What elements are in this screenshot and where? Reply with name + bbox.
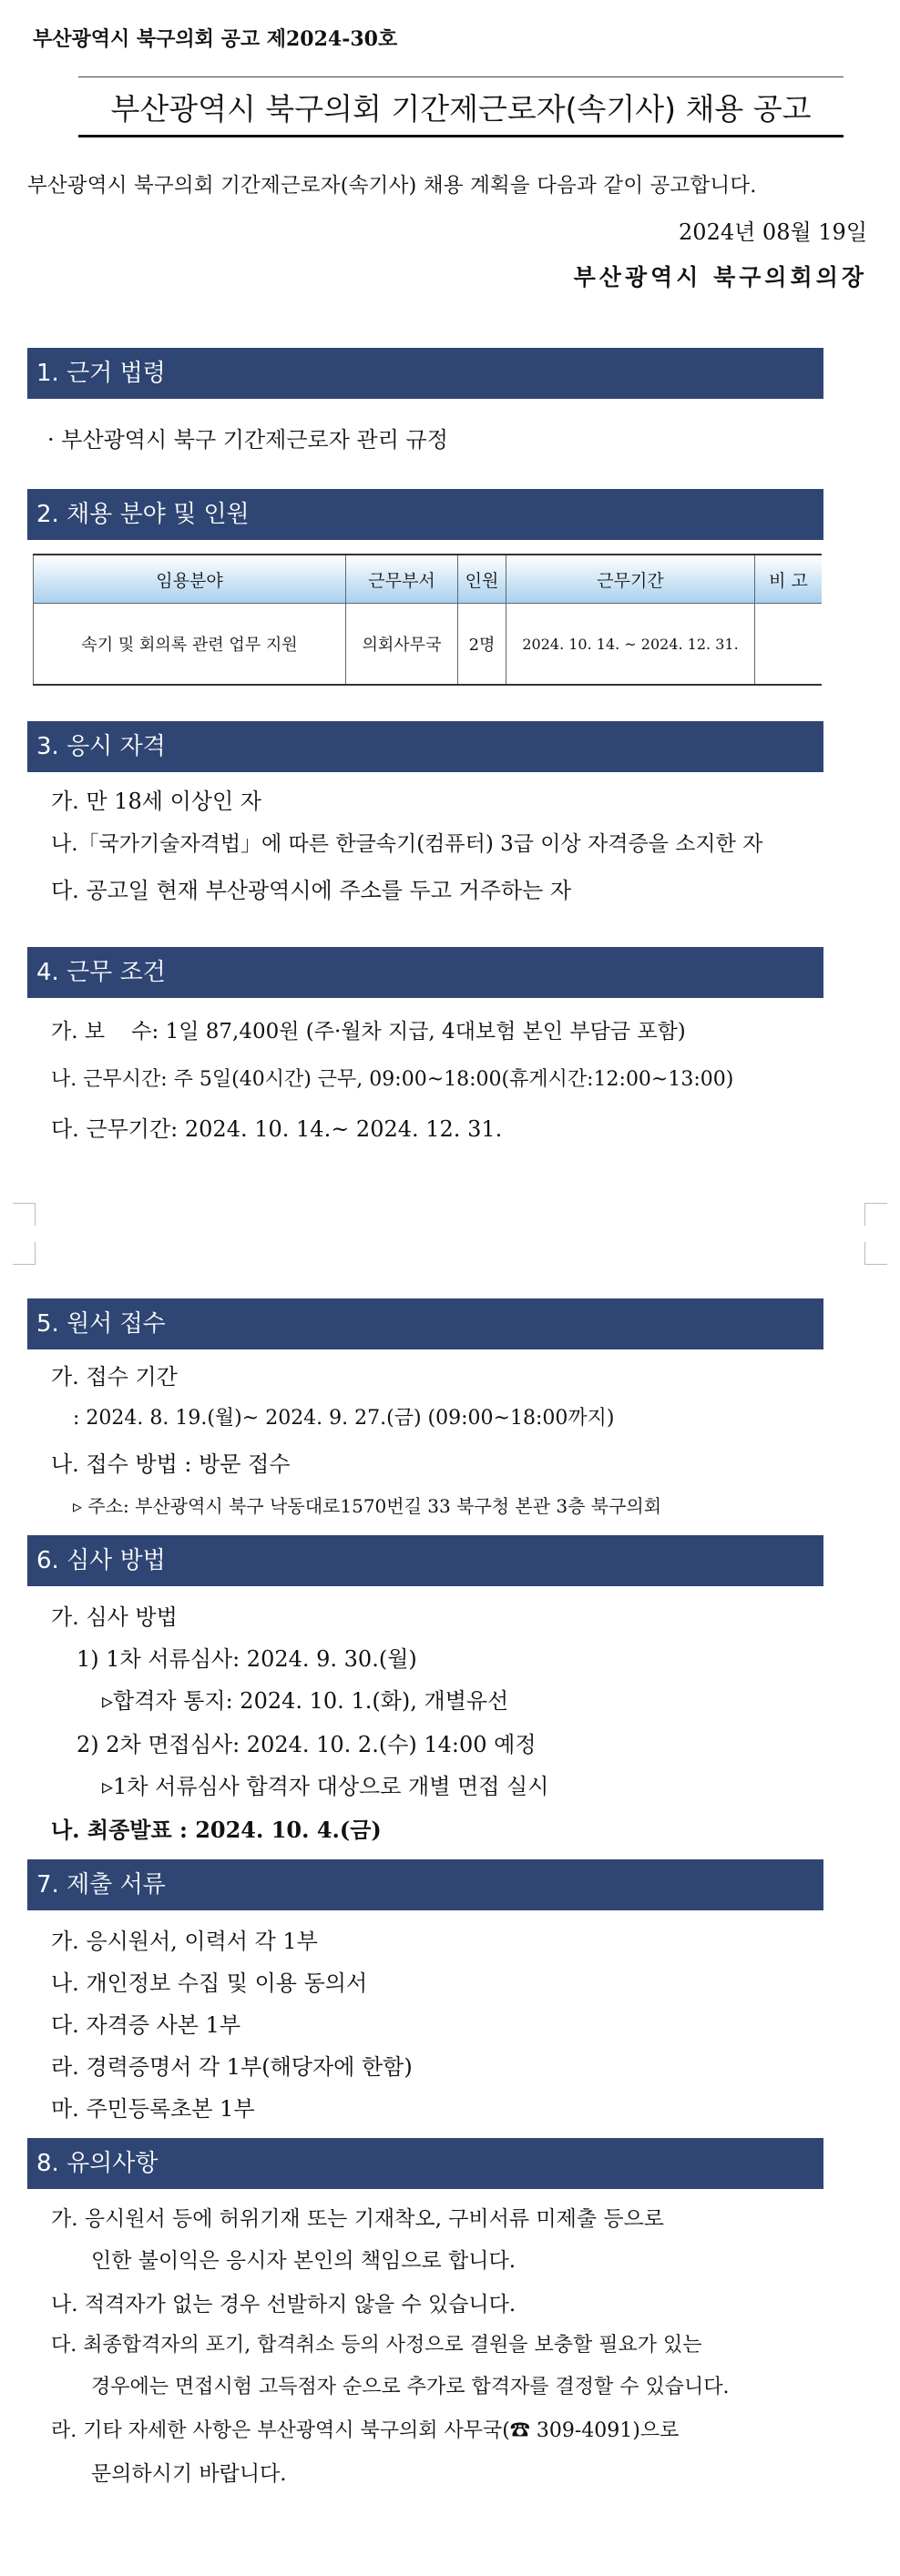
page-corner-mark [864,1203,887,1226]
table-cell-headcount: 2명 [458,604,506,686]
section-4-item: 나. 근무시간: 주 5일(40시간) 근무, 09:00~18:00(휴게시간:12:00~13:00) [51,1068,734,1091]
section-6-item: 가. 심사 방법 [51,1604,178,1630]
issuer-signature: 부산광역시 북구의회의장 [573,264,867,290]
table-cell-period: 2024. 10. 14. ~ 2024. 12. 31. [506,604,755,686]
section-3-header: 3. 응시 자격 [27,721,823,772]
title-rule-top [78,76,844,77]
section-5-item: ▹ 주소: 부산광역시 북구 낙동대로1570번길 33 북구청 본관 3층 북구의회 [73,1495,662,1517]
section-1-header: 1. 근거 법령 [27,348,823,399]
section-6-item: 2) 2차 면접심사: 2024. 10. 2.(수) 14:00 예정 [77,1732,537,1757]
section-3-item: 다. 공고일 현재 부산광역시에 주소를 두고 거주하는 자 [51,878,572,903]
section-8-item: 나. 적격자가 없는 경우 선발하지 않을 수 있습니다. [51,2293,516,2316]
section-8-item: 다. 최종합격자의 포기, 합격취소 등의 사정으로 결원을 보충할 필요가 있는 [51,2334,702,2357]
table-cell-field: 속기 및 회의록 관련 업무 지원 [34,604,346,686]
section-4-header: 4. 근무 조건 [27,947,823,998]
section-7-item: 나. 개인정보 수집 및 이용 동의서 [51,1970,368,1996]
section-7-item: 라. 경력증명서 각 1부(해당자에 한함) [51,2054,413,2080]
notice-date: 2024년 08월 19일 [679,219,867,245]
section-8-item: 인한 불이익은 응시자 본인의 책임으로 합니다. [91,2249,516,2273]
document-page-1 [0,0,900,1229]
section-8-item: 가. 응시원서 등에 허위기재 또는 기재착오, 구비서류 미제출 등으로 [51,2207,664,2231]
section-5-item: : 2024. 8. 19.(월)~ 2024. 9. 27.(금) (09:00~18:00까지) [73,1407,615,1430]
section-8-header: 8. 유의사항 [27,2138,823,2189]
table-header-headcount: 인원 [458,555,506,604]
section-5-header: 5. 원서 접수 [27,1298,823,1349]
section-3-item: 나.「국가기술자격법」에 따른 한글속기(컴퓨터) 3급 이상 자격증을 소지한 자 [51,832,763,856]
document-title: 부산광역시 북구의회 기간제근로자(속기사) 채용 공고 [110,91,812,127]
page-corner-mark [13,1242,36,1265]
section-7-header: 7. 제출 서류 [27,1859,823,1910]
intro-text: 부산광역시 북구의회 기간제근로자(속기사) 채용 계획을 다음과 같이 공고합니다. [27,174,757,198]
section-8-item: 문의하시기 바랍니다. [91,2462,287,2486]
table-header-period: 근무기간 [506,555,755,604]
table-header-department: 근무부서 [346,555,458,604]
table-row [34,604,823,686]
section-6-item: ▹합격자 통지: 2024. 10. 1.(화), 개별유선 [102,1688,509,1714]
section-5-item: 가. 접수 기간 [51,1364,178,1390]
page-corner-mark [864,1242,887,1265]
section-6-item: ▹1차 서류심사 합격자 대상으로 개별 면접 실시 [102,1774,549,1799]
section-3-item: 가. 만 18세 이상인 자 [51,789,261,814]
table-header-row [34,555,823,604]
section-7-item: 가. 응시원서, 이력서 각 1부 [51,1929,318,1954]
notice-number: 부산광역시 북구의회 공고 제2024-30호 [33,27,398,51]
section-2-header: 2. 채용 분야 및 인원 [27,489,823,540]
table-cell-department: 의회사무국 [346,604,458,686]
page-corner-mark [13,1203,36,1226]
recruitment-table [33,554,822,686]
section-6-header: 6. 심사 방법 [27,1535,823,1586]
title-rule-bottom [78,135,844,137]
section-8-item: 경우에는 면접시험 고득점자 순으로 추가로 합격자를 결정할 수 있습니다. [91,2376,730,2398]
section-6-item: 1) 1차 서류심사: 2024. 9. 30.(월) [77,1646,417,1672]
section-7-item: 다. 자격증 사본 1부 [51,2012,241,2038]
section-1-item: · 부산광역시 북구 기간제근로자 관리 규정 [47,427,448,453]
table-header-remarks: 비 고 [755,555,823,604]
document-page-2 [0,1238,900,2576]
section-8-item: 라. 기타 자세한 사항은 부산광역시 북구의회 사무국(☎ 309-4091)으로 [51,2419,680,2442]
section-4-item: 다. 근무기간: 2024. 10. 14.~ 2024. 12. 31. [51,1116,503,1142]
section-5-item: 나. 접수 방법 : 방문 접수 [51,1451,291,1477]
section-6-final-announcement: 나. 최종발표 : 2024. 10. 4.(금) [51,1817,382,1843]
section-4-item: 가. 보 수: 1일 87,400원 (주·월차 지급, 4대보험 본인 부담금 포함) [51,1020,686,1044]
section-7-item: 마. 주민등록초본 1부 [51,2096,255,2122]
table-cell-remarks [755,604,823,686]
table-header-field: 임용분야 [34,555,346,604]
